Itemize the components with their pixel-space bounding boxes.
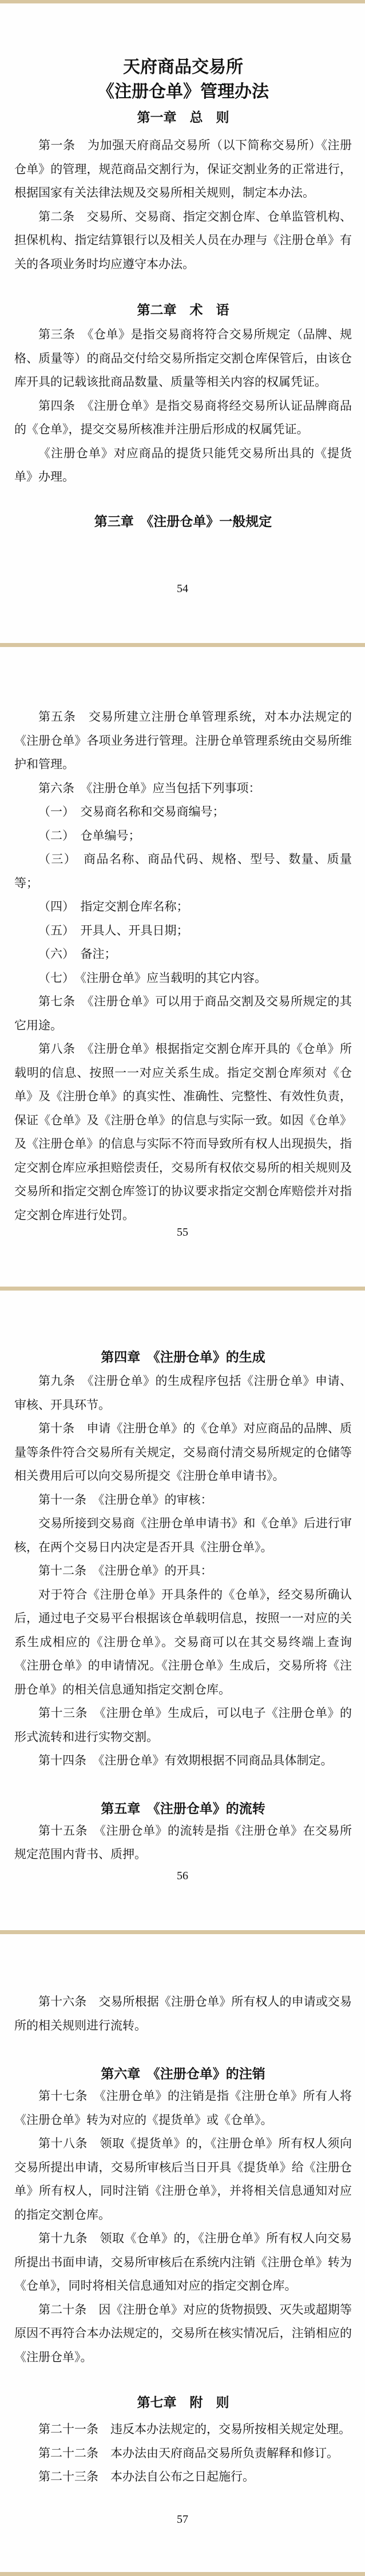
article-8-paragraph: 第八条 《注册仓单》根据指定交割仓库开具的《仓单》所载明的信息、按照一一对应关系生成。指定交割仓库须对《仓单》及《注册仓单》的真实性、准确性、完整性、有效性负责，保证《仓单》及《注册仓单》的信息与实际一致。如因《仓单》及《注册仓单》的信息与实际不符而导致所有权人出现损失，指定交割仓库应承担赔偿责任，交易所有权依交易所的相关规则及交易所和指定交割仓库签订的协议要求指定交割仓库赔偿并对指定交割仓库进行处罚。: [14, 1042, 352, 1222]
article-1-paragraph: 第一条 为加强天府商品交易所（以下简称交易所）《注册仓单》的管理，规范商品交割行为，保证交割业务的正常进行，根据国家有关法律法规及交易所相关规则，制定本办法。: [14, 138, 352, 199]
page-56: [0, 1291, 365, 1930]
chapter-7-heading: 第七章 附 则: [137, 2395, 229, 2410]
article-6-paragraph: 第六条 《注册仓单》应当包括下列事项：: [38, 781, 261, 795]
article-21-paragraph: 第二十一条 违反本办法规定的，交易所按相关规定处理。: [38, 2422, 351, 2436]
page-57: [0, 1934, 365, 2572]
page-57-content: [14, 1934, 352, 2489]
article-7-paragraph: 第七条 《注册仓单》可以用于商品交割及交易所规定的其它用途。: [14, 995, 352, 1032]
article-6-item-6: （六） 备注；: [38, 947, 117, 961]
article-18-paragraph: 第十八条 领取《提货单》的，《注册仓单》所有权人须向交易所提出申请，交易所审核后当日开具《提货单》给《注册仓单》所有权人，同时注销《注册仓单》，并将相关信息通知对应的指定交割仓库。: [14, 2136, 352, 2222]
article-11-paragraph: 第十一条 《注册仓单》的审核：: [38, 1492, 213, 1507]
article-9-paragraph: 第九条 《注册仓单》的生成程序包括《注册仓单》申请、审核、开具环节。: [14, 1374, 352, 1412]
article-6-item-2: （二） 仓单编号；: [38, 828, 141, 842]
article-17-paragraph: 第十七条 《注册仓单》的注销是指《注册仓单》所有人将《注册仓单》转为对应的《提货单》或《仓单》。: [14, 2089, 352, 2127]
article-6-item-5: （五） 开具人、开具日期；: [38, 923, 189, 937]
article-3-paragraph: 第三条 《仓单》是指交易商将符合交易所规定（品牌、规格、质量等）的商品交付给交易所指定交割仓库保管后，由该仓库开具的记载该批商品数量、质量等相关内容的权属凭证。: [14, 328, 352, 389]
article-6-item-3: （三） 商品名称、商品代码、规格、型号、数量、质量等；: [14, 852, 352, 890]
article-13-paragraph: 第十三条 《注册仓单》生成后，可以电子《注册仓单》的形式流转和进行实物交割。: [14, 1706, 352, 1744]
page-number: 55: [177, 1226, 188, 1239]
article-15-paragraph: 第十五条 《注册仓单》的流转是指《注册仓单》在交易所规定范围内背书、质押。: [14, 1823, 352, 1861]
article-4-note-paragraph: 《注册仓单》对应商品的提货只能凭交易所出具的《提货单》办理。: [14, 446, 352, 484]
page-number: 57: [177, 2513, 188, 2526]
article-4-paragraph: 第四条 《注册仓单》是指交易商将经交易所认证品牌商品的《仓单》，提交交易所核准并注册后形成的权属凭证。: [14, 398, 352, 436]
document-title-line1: 天府商品交易所: [123, 58, 243, 77]
page-number: 54: [177, 582, 188, 595]
article-12-detail-paragraph: 对于符合《注册仓单》开具条件的《仓单》，经交易所确认后，通过电子交易平台根据该仓单载明信息，按照一一对应的关系生成相应的《注册仓单》。交易商可以在其交易终端上查询《注册仓单》的申请情况。《注册仓单》生成后，交易所将《注册仓单》的相关信息通知指定交割仓库。: [14, 1587, 352, 1696]
chapter-6-heading: 第六章 《注册仓单》的注销: [101, 2067, 265, 2081]
page-55: [0, 647, 365, 1287]
article-6-item-4: （四） 指定交割仓库名称；: [38, 900, 189, 913]
article-12-paragraph: 第十二条 《注册仓单》的开具：: [38, 1564, 213, 1577]
chapter-2-heading: 第二章 术 语: [137, 303, 229, 317]
chapter-3-heading: 第三章 《注册仓单》一般规定: [94, 514, 272, 529]
article-16-paragraph: 第十六条 交易所根据《注册仓单》所有权人的申请或交易所的相关规则进行流转。: [14, 1995, 352, 2032]
article-6-item-1: （一） 交易商名称和交易商编号；: [38, 805, 225, 818]
chapter-1-heading: 第一章 总 则: [137, 110, 229, 125]
chapter-4-heading: 第四章 《注册仓单》的生成: [101, 1350, 265, 1364]
page-54-content: [14, 3, 352, 532]
page-number: 56: [177, 1870, 188, 1882]
page-55-content: [14, 647, 352, 1227]
article-20-paragraph: 第二十条 因《注册仓单》对应的货物损毁、灭失或超期等原因不再符合本办法规定的，交易所在核实情况后，注销相应的《注册仓单》。: [14, 2302, 352, 2364]
article-10-paragraph: 第十条 申请《注册仓单》的《仓单》对应商品的品牌、质量等条件符合交易所有关规定，交易商付清交易所规定的仓储等相关费用后可以向交易所提交《注册仓单申请书》。: [14, 1421, 352, 1483]
article-2-paragraph: 第二条 交易所、交易商、指定交割仓库、仓单监管机构、担保机构、指定结算银行以及相关人员在办理与《注册仓单》有关的各项业务时均应遵守本办法。: [14, 209, 352, 271]
page-54: [0, 3, 365, 643]
article-5-paragraph: 第五条 交易所建立注册仓单管理系统，对本办法规定的《注册仓单》各项业务进行管理。注册仓单管理系统由交易所维护和管理。: [14, 710, 352, 771]
article-19-paragraph: 第十九条 领取《仓单》的，《注册仓单》所有权人向交易所提出书面申请，交易所审核后在系统内注销《注册仓单》转为《仓单》，同时将相关信息通知对应的指定交割仓库。: [14, 2231, 352, 2293]
article-14-paragraph: 第十四条 《注册仓单》有效期根据不同商品具体制定。: [38, 1754, 333, 1767]
article-6-item-7: （七） 《注册仓单》应当载明的其它内容。: [38, 971, 267, 985]
chapter-5-heading: 第五章 《注册仓单》的流转: [101, 1801, 265, 1816]
document-title-line2: 《注册仓单》管理办法: [97, 82, 269, 101]
article-23-paragraph: 第二十三条 本办法自公布之日起施行。: [38, 2470, 255, 2483]
article-11-detail-paragraph: 交易所接到交易商《注册仓单申请书》和《仓单》后进行审核，在两个交易日内决定是否开具《注册仓单》。: [14, 1516, 352, 1554]
page-56-content: [14, 1291, 352, 1867]
article-22-paragraph: 第二十二条 本办法由天府商品交易所负责解释和修订。: [38, 2446, 339, 2460]
